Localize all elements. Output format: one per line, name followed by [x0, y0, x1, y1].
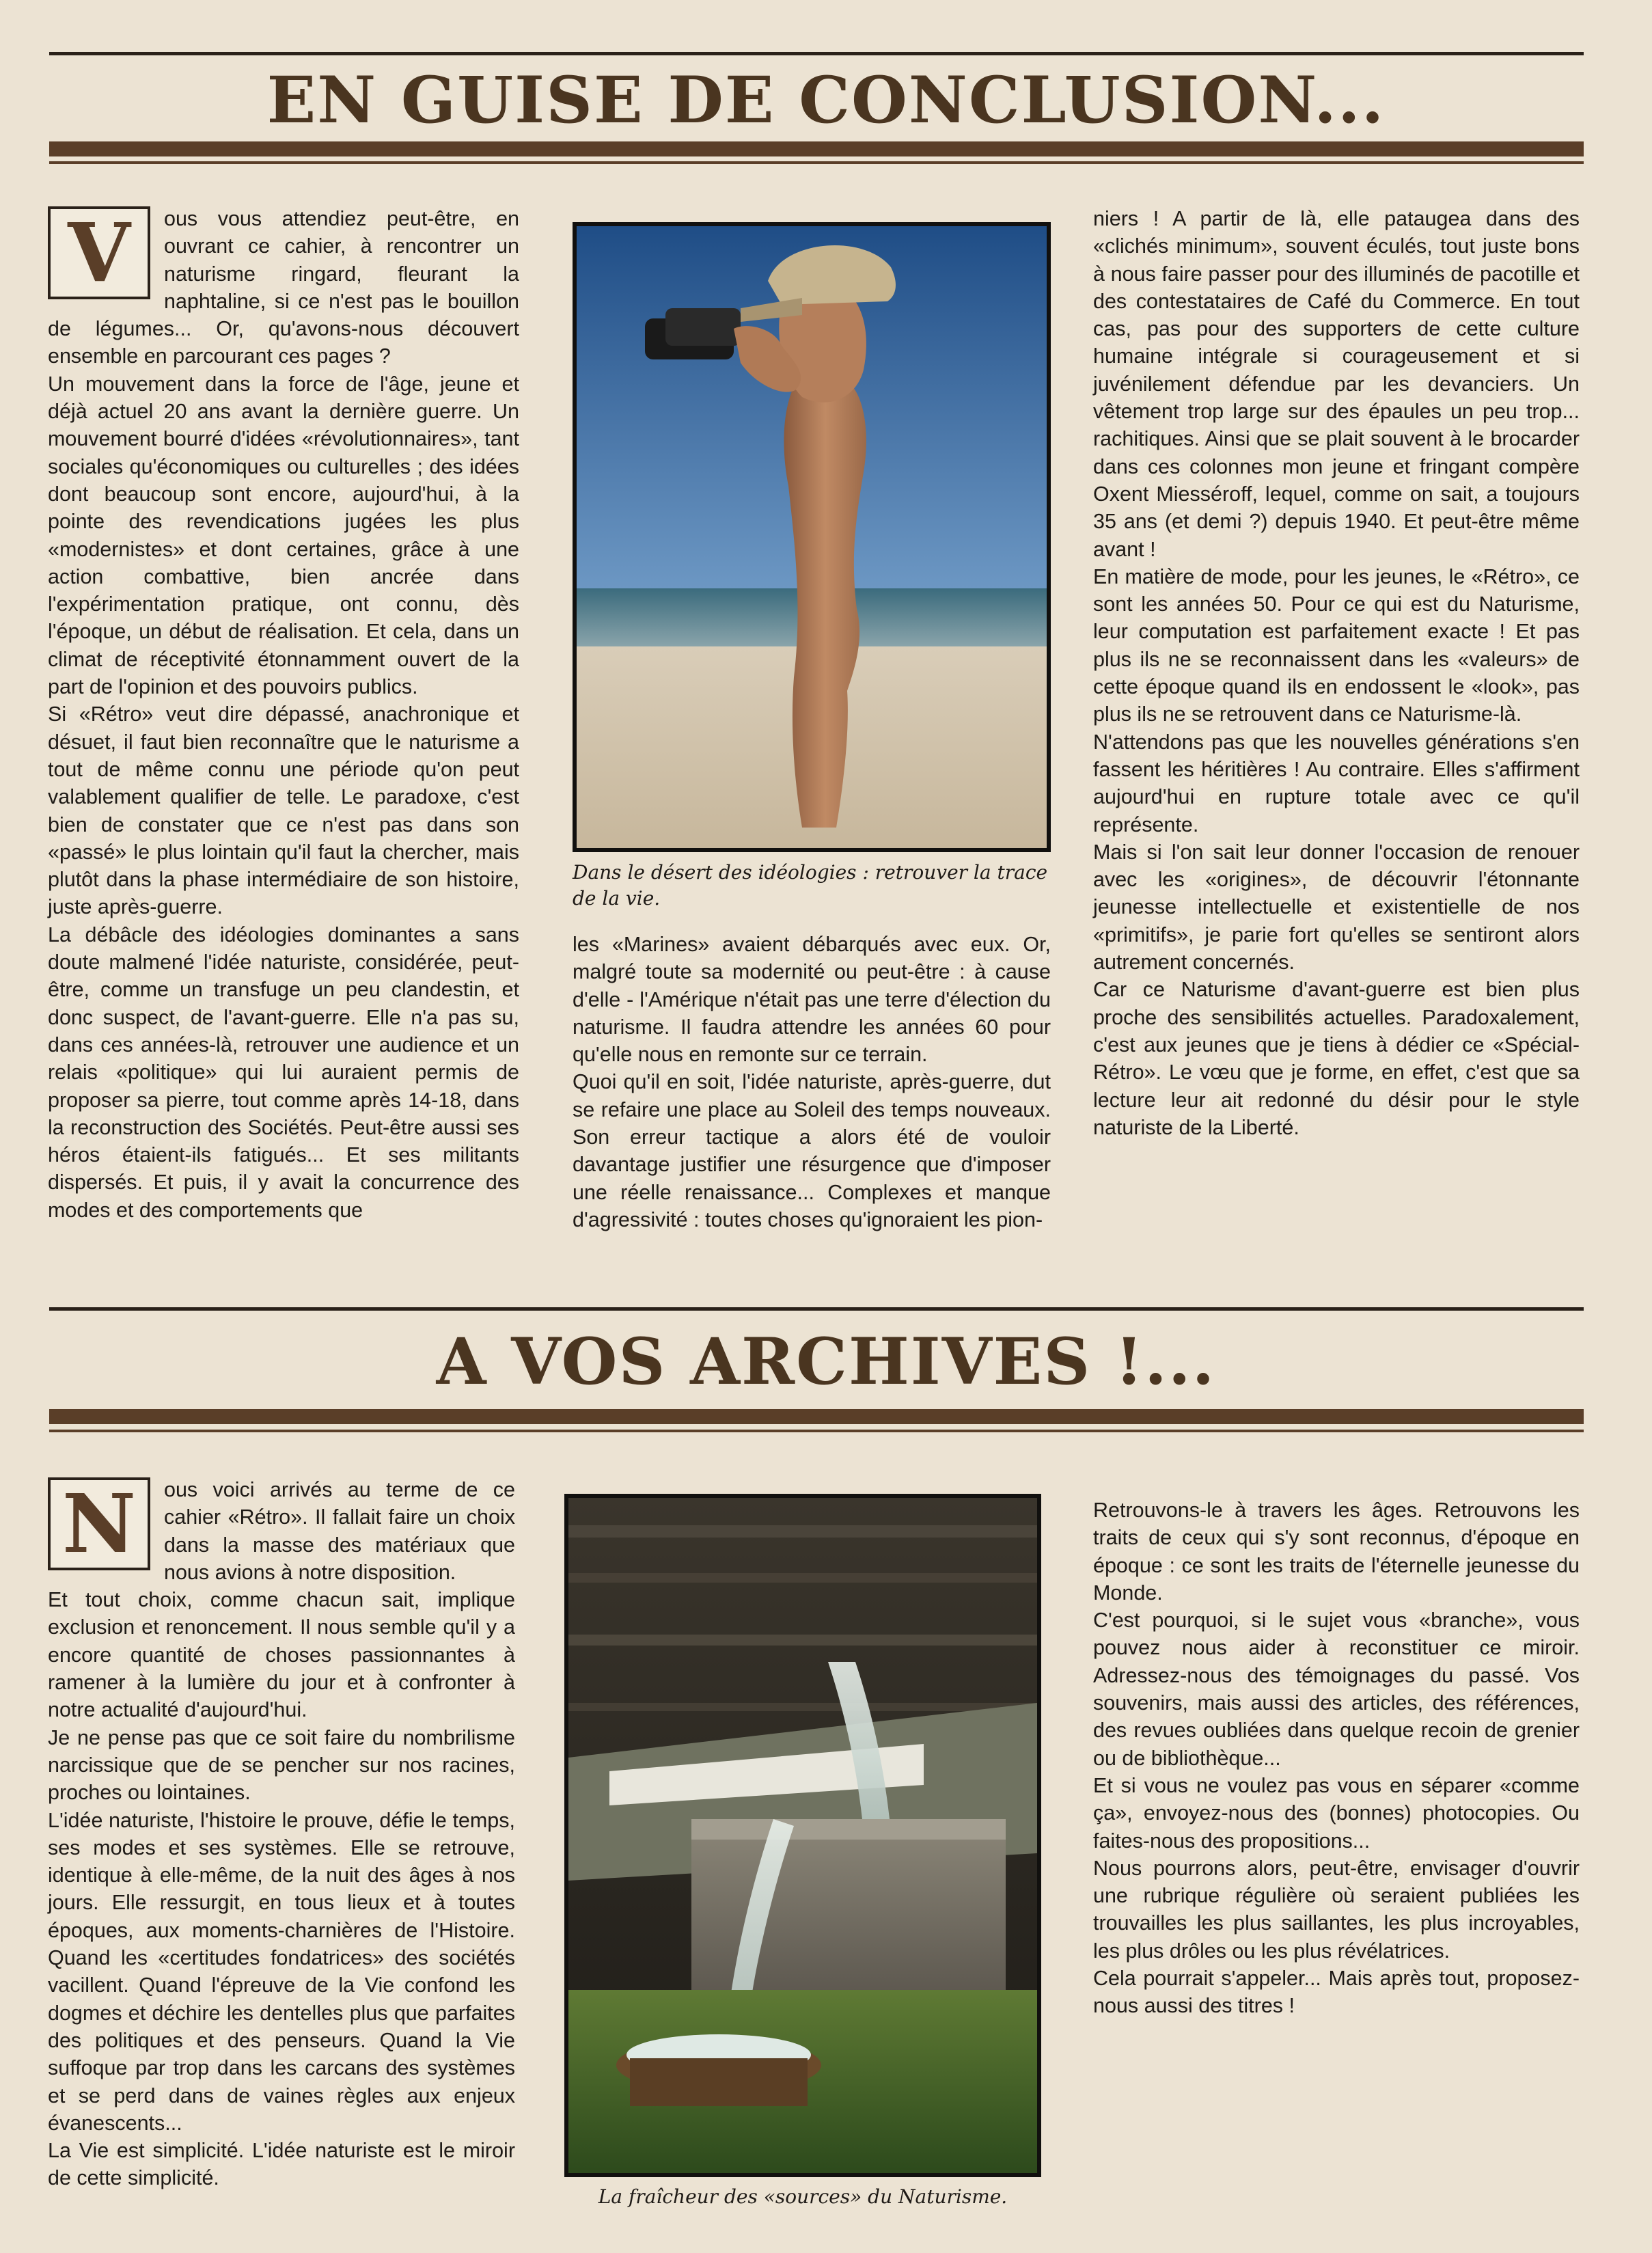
paragraph: Et si vous ne voulez pas vous en séparer «comme ça», envoyez-nous des (bonnes) photocopies. Ou faites-nous des propositions... — [1093, 1773, 1580, 1853]
section1-title-bar — [49, 141, 1584, 156]
top-rule — [49, 52, 1584, 55]
photo-water-trough-image — [568, 1498, 1037, 2173]
section2-column-3 — [1093, 1497, 1580, 2020]
photo-child-binoculars-image — [577, 226, 1047, 848]
paragraph: Cela pourrait s'appeler... Mais après tout, proposez-nous aussi des titres ! — [1093, 1967, 1580, 2018]
paragraph: La Vie est simplicité. L'idée naturiste est le miroir de cette simplicité. — [48, 2139, 515, 2190]
section1-column-1 — [48, 205, 519, 1224]
photo-binoculars-caption: Dans le désert des idéologies : retrouver la trace de la vie. — [573, 861, 1048, 910]
section2-title-underline — [49, 1430, 1584, 1432]
section2-title: A VOS ARCHIVES !... — [436, 1324, 1216, 1399]
paragraph: Car ce Naturisme d'avant-guerre est bien plus proche des sensibilités actuelles. Paradoxalement, c'est aux jeunes que je tiens à dédier ce «Spécial-Rétro». Le vœu que je forme, en effet, c'est que sa lecture leur ait redonné du désir pour le style naturiste de la Liberté. — [1093, 978, 1580, 1139]
section1-title-underline — [49, 161, 1584, 164]
paragraph: Quoi qu'il en soit, l'idée naturiste, après-guerre, dut se refaire une place au Soleil des temps nouveaux. Son erreur tactique a alors été de vouloir davantage justifier une résurgence que d'imposer une réelle renaissance... Complexes et manque d'agressivité : toutes choses qu'ignoraient les pion- — [573, 1070, 1051, 1231]
paragraph: Et tout choix, comme chacun sait, implique exclusion et renoncement. Il nous semble qu'il y a encore quantité de choses passionnantes à ramener à la lumière du jour et à confronter à notre actualité d'aujourd'hui. — [48, 1588, 515, 1722]
section1-title: EN GUISE DE CONCLUSION... — [266, 63, 1386, 138]
paragraph: Si «Rétro» veut dire dépassé, anachronique et désuet, il faut bien reconnaître que le naturisme a tout de même connu une période qu'on peut valablement qualifier de telle. Le paradoxe, c'est bien de constater que ce n'est pas dans son «passé» le plus lointain qu'il faut la chercher, mais plutôt dans la phase intermédiaire de son histoire, juste après-guerre. — [48, 702, 519, 919]
paragraph: Un mouvement dans la force de l'âge, jeune et déjà actuel 20 ans avant la dernière guerre. Un mouvement bourré d'idées «révolutionnaires», tant sociales qu'économiques ou culturelles ; des idées dont beaucoup sont encore, aujourd'hui, à la pointe des revendications jugées les plus «modernistes» et dont certaines, grâce à une action combattive, bien ancrée dans l'expérimentation pratique, ont connu, dès l'époque, un début de réalisation. Et cela, dans un climat de réceptivité étonnamment ouvert de la part de l'opinion et des pouvoirs publics. — [48, 372, 519, 699]
section2-column-1 — [48, 1476, 515, 2192]
paragraph: Mais si l'on sait leur donner l'occasion de renouer avec les «origines», de découvrir l'étonnante jeunesse intellectuelle et existentielle de nos «primitifs», je parie fort qu'elles se sentiront alors autrement concernés. — [1093, 840, 1580, 974]
section1-column-3 — [1093, 205, 1580, 1141]
paragraph: N'attendons pas que les nouvelles générations s'en fassent les héritières ! Au contraire. Elles s'affirment aujourd'hui en rupture totale avec ce qu'il représente. — [1093, 730, 1580, 836]
section2-dropcap: N — [48, 1477, 150, 1570]
paragraph: C'est pourquoi, si le sujet vous «branche», vous pouvez nous aider à reconstituer ce miroir. Adressez-nous des témoignages du passé. Vos souvenirs, mais aussi des articles, des références, des revues oubliées dans quelque recoin de grenier ou de bibliothèque... — [1093, 1609, 1580, 1770]
paragraph: La débâcle des idéologies dominantes a sans doute malmené l'idée naturiste, considérée, peut-être, comme un transfuge un peu clandestin, et donc suspect, de l'avant-guerre. Elle n'a pas su, dans ces années-là, retrouver une audience et un relais «politique» qui lui auraient permis de proposer sa pierre, tout comme après 14-18, dans la reconstruction des Sociétés. Peut-être aussi ses héros étaient-ils fatigués... Et ses militants dispersés. Et puis, il y avait la concurrence des modes et des comportements que — [48, 923, 519, 1222]
paragraph: ous vous attendiez peut-être, en ouvrant ce cahier, à rencontrer un naturisme ringard, fleurant la naphtaline, si ce n'est pas le bouillon de légumes... Or, qu'avons-nous découvert ensemble en parcourant ces pages ? — [48, 207, 519, 368]
photo-water-caption: La fraîcheur des «sources» du Naturisme. — [598, 2185, 1008, 2208]
photo-water-source — [564, 1494, 1041, 2177]
section2-top-rule — [49, 1307, 1584, 1311]
paragraph: En matière de mode, pour les jeunes, le «Rétro», ce sont les années 50. Pour ce qui est du Naturisme, leur computation est parfaitement exacte ! Et pas plus ils ne se reconnaissent dans les «valeurs» de cette époque quand ils en endossent le «look», pas plus ils ne se retrouvent dans ce Naturisme-là. — [1093, 564, 1580, 726]
paragraph: Retrouvons-le à travers les âges. Retrouvons les traits de ceux qui s'y sont reconnus, d'époque en époque : ce sont les traits de l'éternelle jeunesse du Monde. — [1093, 1499, 1580, 1605]
paragraph: Je ne pense pas que ce soit faire du nombrilisme narcissique que de se pencher sur nos racines, proches ou lointaines. — [48, 1725, 515, 1805]
paragraph: niers ! A partir de là, elle pataugea dans des «clichés minimum», souvent éculés, tout juste bons à nous faire passer pour des illuminés de pacotille et des contestataires de Café du Commerce. En tout cas, pas pour des supporters de cette culture humaine intégrale si courageusement et si juvénilement défendue par les devanciers. Un vêtement trop large sur des épaules un peu trop... rachitiques. Ainsi que se plait souvent à le brocarder dans ces colonnes mon jeune et fringant compère Oxent Miesséroff, lequel, comme on sait, a toujours 35 ans (et demi ?) depuis 1940. Et peut-être même avant ! — [1093, 207, 1580, 561]
photo-binoculars — [573, 222, 1051, 852]
paragraph: les «Marines» avaient débarqués avec eux. Or, malgré toute sa modernité ou peut-être : à cause d'elle - l'Amérique n'était pas une terre d'élection du naturisme. Il faudra attendre les années 60 pour qu'elle nous en remonte sur ce terrain. — [573, 933, 1051, 1067]
section2-title-bar — [49, 1409, 1584, 1424]
paragraph: L'idée naturiste, l'histoire le prouve, défie le temps, ses modes et ses systèmes. Elle se retrouve, identique à elle-même, de la nuit des âges à nos jours. Elle ressurgit, en tous lieux et à toutes époques, aux moments-charnières de l'Histoire. Quand les «certitudes fondatrices» des sociétés vacillent. Quand l'épreuve de la Vie confond les dogmes et déchire les dentelles plus que parfaites des politiques et des penseurs. Quand la Vie suffoque par trop dans les carcans des systèmes et se perd dans de vaines règles aux enjeux évanescents... — [48, 1808, 515, 2135]
section1-dropcap: V — [48, 206, 150, 299]
paragraph: Nous pourrons alors, peut-être, envisager d'ouvrir une rubrique régulière où seraient publiées les trouvailles les plus saillantes, les plus incroyables, les plus drôles ou les plus révélatrices. — [1093, 1856, 1580, 1963]
paragraph: ous voici arrivés au terme de ce cahier «Rétro». Il fallait faire un choix dans la masse des matériaux que nous avions à notre disposition. — [164, 1478, 515, 1584]
section1-column-2 — [573, 931, 1051, 1233]
